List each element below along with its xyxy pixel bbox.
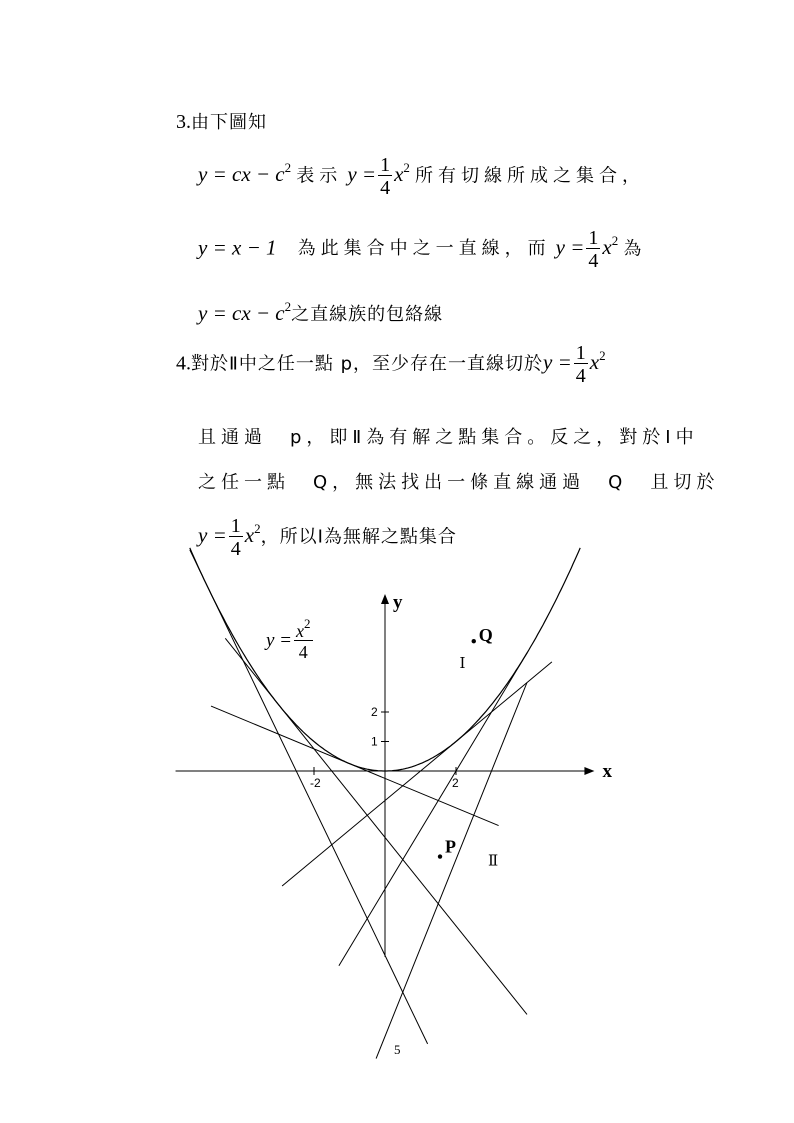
item-4-line-1-text: 對於Ⅱ中之任一點 p，至少存在一直線切於 — [191, 353, 544, 375]
item-3-line-2: y = x − 1 為此集合中之一直線，而 y = $\frac{1}{4}$ $x^2$ 為 — [198, 227, 647, 272]
eq-family: y = cx − c — [198, 162, 285, 187]
tangent-line — [376, 683, 527, 1059]
tangent-line — [225, 638, 527, 1014]
region-label-1: Ⅰ — [459, 653, 466, 672]
point-p-label: P — [445, 836, 457, 857]
item-4-line-2: 且通過 p，即Ⅱ為有解之點集合。反之，對於Ⅰ中 — [198, 427, 699, 448]
point-q-label: Q — [478, 625, 493, 646]
page-number: 5 — [394, 1042, 401, 1057]
item-3-line-2-text-b: 為 — [623, 238, 647, 260]
item-3-number: 3. — [176, 111, 191, 133]
fraction-one-quarter: $\frac{1}{4}$ — [575, 342, 586, 387]
tangent-line — [339, 653, 527, 966]
fraction-one-quarter: $\frac{1}{4}$ — [380, 154, 391, 199]
x-tick-label: -2 — [310, 776, 321, 790]
y-axis-label: y — [393, 592, 403, 613]
item-3-heading-text: 由下圖知 — [191, 112, 267, 133]
eq-line: y = x − 1 — [198, 235, 277, 260]
word-represents: 表示 — [296, 165, 343, 187]
point-p-dot — [438, 854, 442, 858]
y-tick-label: 1 — [371, 734, 378, 749]
item-4-number: 4. — [176, 352, 191, 375]
fraction-one-quarter: $\frac{1}{4}$ — [588, 227, 599, 272]
item-3-line-3-text: 之直線族的包絡線 — [291, 304, 444, 325]
item-4-line-4-text: ，所以Ⅰ為無解之點集合 — [260, 526, 457, 548]
y-axis-arrow — [381, 594, 389, 604]
item-3-line-3: y = cx − $c^2$之直線族的包絡線 — [198, 299, 444, 325]
item-4-line-3: 之任一點 Q，無法找出一條直線通過 Q 且切於 — [198, 472, 720, 493]
tangent-line — [282, 662, 552, 886]
x-tick-label: 2 — [452, 776, 459, 790]
tangent-line — [211, 706, 499, 826]
item-3-line-2-text-a: 為此集合中之一直線，而 — [297, 238, 551, 260]
item-3-line-1: y = cx − $c^2$ 表示 y = $\frac{1}{4}$ $x^2$ 所有切線所成之集合， — [198, 154, 645, 199]
curve-label: y = $\frac{x^2}{4}$ — [266, 616, 311, 662]
x-axis-label: x — [602, 761, 612, 782]
point-q-dot — [472, 639, 476, 643]
item-4-line-4: y = $\frac{1}{4}$ $x^2$，所以Ⅰ為無解之點集合 — [198, 515, 457, 560]
item-4-line-1: 4.對於Ⅱ中之任一點 p，至少存在一直線切於y = $\frac{1}{4}$ $x^2$ — [176, 342, 606, 387]
x-axis-arrow — [584, 767, 594, 775]
fraction-one-quarter: $\frac{1}{4}$ — [230, 515, 241, 560]
region-label-2: Ⅱ — [487, 851, 499, 870]
y-tick-label: 2 — [371, 705, 378, 719]
item-3-line-1-text: 所有切線所成之集合， — [414, 165, 645, 187]
